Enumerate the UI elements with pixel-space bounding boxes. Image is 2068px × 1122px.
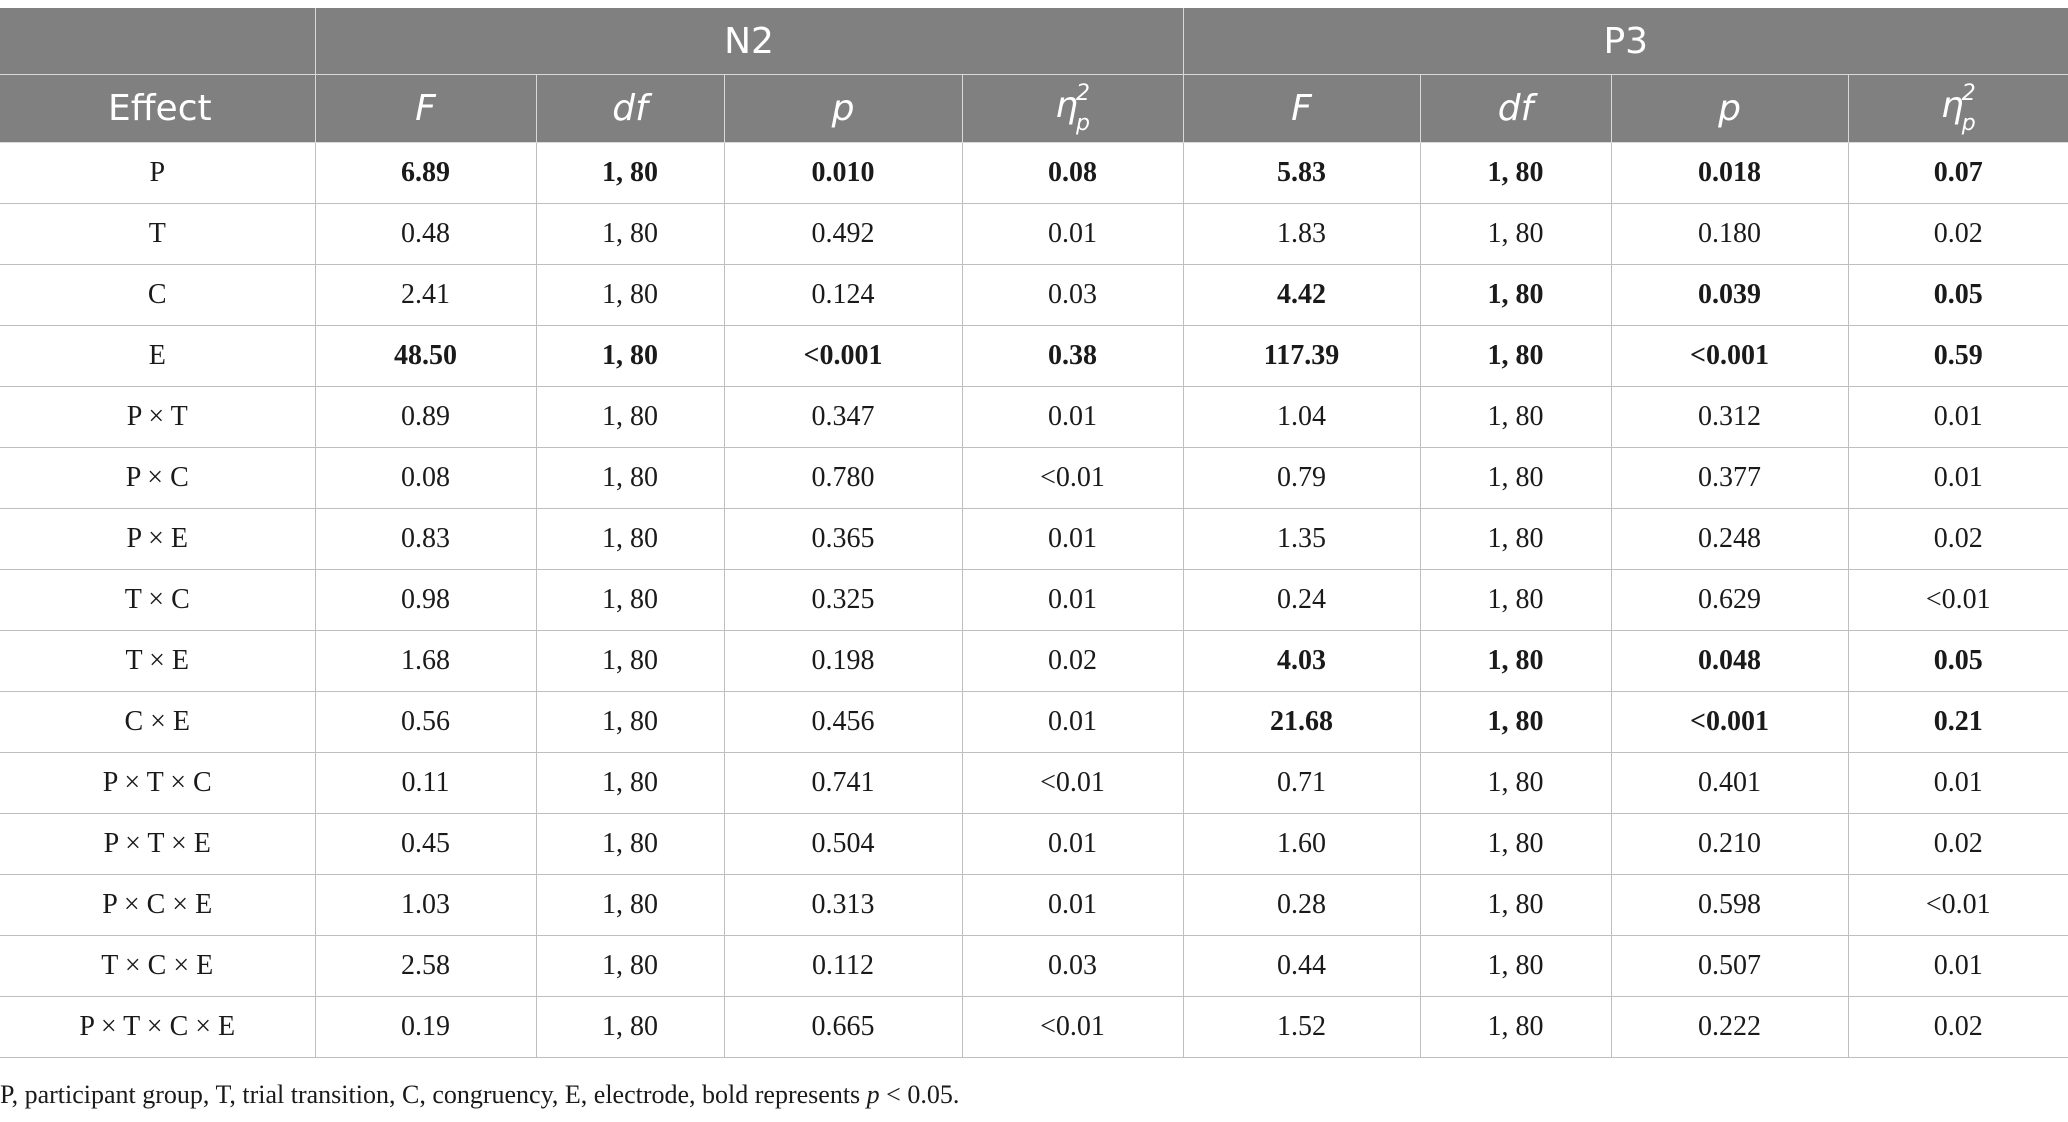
cell-effect: P × T × C: [0, 753, 315, 814]
cell-p3-eta: 0.21: [1848, 692, 2068, 753]
cell-n2-p: 0.492: [724, 204, 962, 265]
cell-effect: C: [0, 265, 315, 326]
table-row: [0, 143, 2068, 204]
results-table-container: [0, 8, 2068, 1058]
cell-p3-eta: 0.02: [1848, 509, 2068, 570]
cell-p3-p: 0.048: [1611, 631, 1848, 692]
cell-n2-eta: 0.01: [962, 692, 1183, 753]
cell-effect: P × T × C × E: [0, 997, 315, 1058]
cell-n2-eta: 0.01: [962, 204, 1183, 265]
cell-p3-df: 1, 80: [1420, 143, 1611, 204]
cell-n2-f: 6.89: [315, 143, 536, 204]
col-header-n2-f: F: [315, 75, 536, 143]
cell-p3-p: 0.377: [1611, 448, 1848, 509]
cell-p3-f: 21.68: [1183, 692, 1420, 753]
cell-p3-df: 1, 80: [1420, 753, 1611, 814]
cell-p3-eta: 0.02: [1848, 204, 2068, 265]
cell-p3-p: <0.001: [1611, 326, 1848, 387]
cell-n2-f: 48.50: [315, 326, 536, 387]
cell-n2-df: 1, 80: [536, 448, 724, 509]
cell-n2-df: 1, 80: [536, 570, 724, 631]
cell-n2-eta: 0.01: [962, 875, 1183, 936]
col-header-n2-df: df: [536, 75, 724, 143]
cell-n2-p: <0.001: [724, 326, 962, 387]
cell-effect: T × C: [0, 570, 315, 631]
cell-p3-df: 1, 80: [1420, 448, 1611, 509]
col-header-n2-p: p: [724, 75, 962, 143]
cell-p3-p: 0.248: [1611, 509, 1848, 570]
cell-n2-p: 0.313: [724, 875, 962, 936]
table-body: [0, 143, 2068, 1058]
cell-p3-eta: 0.01: [1848, 448, 2068, 509]
cell-p3-df: 1, 80: [1420, 692, 1611, 753]
table-row: [0, 570, 2068, 631]
cell-n2-df: 1, 80: [536, 631, 724, 692]
blank-group-cell: [0, 8, 315, 75]
col-header-p3-eta: [1848, 75, 2068, 143]
eta-squared-partial-symbol: $\eta^2_p$: [1940, 81, 1976, 136]
cell-p3-p: 0.312: [1611, 387, 1848, 448]
cell-p3-p: 0.507: [1611, 936, 1848, 997]
cell-effect: P × T × E: [0, 814, 315, 875]
table-row: [0, 265, 2068, 326]
cell-n2-p: 0.665: [724, 997, 962, 1058]
table-footnote: [0, 1080, 959, 1110]
cell-p3-p: 0.598: [1611, 875, 1848, 936]
table-header: [0, 8, 2068, 143]
cell-n2-eta: 0.01: [962, 814, 1183, 875]
col-header-p3-f: F: [1183, 75, 1420, 143]
table-row: [0, 814, 2068, 875]
cell-n2-df: 1, 80: [536, 753, 724, 814]
cell-p3-p: 0.180: [1611, 204, 1848, 265]
cell-p3-eta: 0.02: [1848, 997, 2068, 1058]
cell-p3-p: 0.210: [1611, 814, 1848, 875]
cell-n2-p: 0.504: [724, 814, 962, 875]
cell-n2-df: 1, 80: [536, 204, 724, 265]
cell-n2-f: 0.11: [315, 753, 536, 814]
col-header-p3-df: df: [1420, 75, 1611, 143]
cell-p3-eta: <0.01: [1848, 875, 2068, 936]
cell-n2-p: 0.456: [724, 692, 962, 753]
cell-effect: P: [0, 143, 315, 204]
cell-n2-df: 1, 80: [536, 936, 724, 997]
cell-n2-p: 0.365: [724, 509, 962, 570]
cell-p3-eta: 0.05: [1848, 631, 2068, 692]
footnote-text: P, participant group, T, trial transition, C, congruency, E, electrode, bold represents: [0, 1080, 867, 1109]
cell-p3-f: 1.83: [1183, 204, 1420, 265]
cell-p3-f: 4.42: [1183, 265, 1420, 326]
table-row: [0, 326, 2068, 387]
cell-n2-df: 1, 80: [536, 814, 724, 875]
table-row: [0, 509, 2068, 570]
cell-n2-p: 0.010: [724, 143, 962, 204]
col-header-p3-p: p: [1611, 75, 1848, 143]
cell-p3-eta: 0.05: [1848, 265, 2068, 326]
cell-p3-df: 1, 80: [1420, 997, 1611, 1058]
cell-n2-f: 0.89: [315, 387, 536, 448]
cell-n2-p: 0.198: [724, 631, 962, 692]
cell-effect: P × C × E: [0, 875, 315, 936]
cell-n2-eta: 0.03: [962, 936, 1183, 997]
table-row: [0, 204, 2068, 265]
cell-n2-eta: 0.02: [962, 631, 1183, 692]
anova-results-table: [0, 8, 2068, 1058]
group-header-row: [0, 8, 2068, 75]
cell-n2-p: 0.325: [724, 570, 962, 631]
cell-effect: E: [0, 326, 315, 387]
cell-n2-df: 1, 80: [536, 692, 724, 753]
cell-n2-p: 0.124: [724, 265, 962, 326]
cell-n2-f: 1.03: [315, 875, 536, 936]
cell-p3-df: 1, 80: [1420, 204, 1611, 265]
cell-p3-df: 1, 80: [1420, 265, 1611, 326]
cell-p3-df: 1, 80: [1420, 814, 1611, 875]
cell-p3-df: 1, 80: [1420, 326, 1611, 387]
cell-n2-f: 0.83: [315, 509, 536, 570]
cell-p3-f: 117.39: [1183, 326, 1420, 387]
footnote-italic-p: p: [866, 1080, 880, 1109]
cell-n2-eta: <0.01: [962, 753, 1183, 814]
cell-n2-eta: 0.08: [962, 143, 1183, 204]
cell-n2-df: 1, 80: [536, 509, 724, 570]
cell-p3-eta: 0.01: [1848, 753, 2068, 814]
cell-p3-p: <0.001: [1611, 692, 1848, 753]
cell-n2-f: 0.48: [315, 204, 536, 265]
cell-n2-f: 0.08: [315, 448, 536, 509]
cell-p3-p: 0.401: [1611, 753, 1848, 814]
cell-p3-f: 4.03: [1183, 631, 1420, 692]
cell-n2-df: 1, 80: [536, 997, 724, 1058]
cell-n2-df: 1, 80: [536, 326, 724, 387]
cell-n2-eta: 0.01: [962, 570, 1183, 631]
cell-n2-eta: <0.01: [962, 448, 1183, 509]
table-row: [0, 753, 2068, 814]
cell-p3-f: 0.79: [1183, 448, 1420, 509]
cell-n2-eta: 0.38: [962, 326, 1183, 387]
cell-effect: T: [0, 204, 315, 265]
column-header-row: [0, 75, 2068, 143]
cell-effect: T × C × E: [0, 936, 315, 997]
table-row: [0, 448, 2068, 509]
cell-n2-f: 0.98: [315, 570, 536, 631]
cell-p3-f: 0.28: [1183, 875, 1420, 936]
table-row: [0, 631, 2068, 692]
cell-p3-eta: 0.01: [1848, 936, 2068, 997]
cell-p3-f: 5.83: [1183, 143, 1420, 204]
cell-p3-df: 1, 80: [1420, 936, 1611, 997]
cell-p3-df: 1, 80: [1420, 631, 1611, 692]
cell-n2-f: 2.41: [315, 265, 536, 326]
cell-effect: P × E: [0, 509, 315, 570]
cell-n2-df: 1, 80: [536, 143, 724, 204]
cell-n2-f: 1.68: [315, 631, 536, 692]
cell-p3-eta: <0.01: [1848, 570, 2068, 631]
cell-p3-f: 1.52: [1183, 997, 1420, 1058]
cell-n2-p: 0.347: [724, 387, 962, 448]
cell-n2-df: 1, 80: [536, 265, 724, 326]
cell-p3-eta: 0.59: [1848, 326, 2068, 387]
col-header-n2-eta: [962, 75, 1183, 143]
cell-p3-eta: 0.07: [1848, 143, 2068, 204]
cell-p3-eta: 0.02: [1848, 814, 2068, 875]
cell-n2-df: 1, 80: [536, 875, 724, 936]
table-row: [0, 875, 2068, 936]
cell-p3-df: 1, 80: [1420, 875, 1611, 936]
cell-n2-eta: 0.03: [962, 265, 1183, 326]
cell-p3-eta: 0.01: [1848, 387, 2068, 448]
cell-p3-f: 0.71: [1183, 753, 1420, 814]
cell-p3-f: 0.44: [1183, 936, 1420, 997]
cell-n2-eta: 0.01: [962, 509, 1183, 570]
cell-n2-eta: 0.01: [962, 387, 1183, 448]
cell-effect: T × E: [0, 631, 315, 692]
cell-p3-f: 1.35: [1183, 509, 1420, 570]
cell-n2-p: 0.112: [724, 936, 962, 997]
cell-effect: P × C: [0, 448, 315, 509]
cell-p3-f: 1.60: [1183, 814, 1420, 875]
col-header-effect: Effect: [0, 75, 315, 143]
cell-p3-p: 0.018: [1611, 143, 1848, 204]
table-row: [0, 997, 2068, 1058]
cell-n2-f: 0.56: [315, 692, 536, 753]
cell-effect: P × T: [0, 387, 315, 448]
cell-n2-f: 0.19: [315, 997, 536, 1058]
cell-p3-f: 1.04: [1183, 387, 1420, 448]
cell-n2-f: 0.45: [315, 814, 536, 875]
cell-p3-p: 0.222: [1611, 997, 1848, 1058]
table-row: [0, 387, 2068, 448]
table-row: [0, 692, 2068, 753]
group-header-n2: N2: [315, 8, 1183, 75]
table-row: [0, 936, 2068, 997]
cell-n2-df: 1, 80: [536, 387, 724, 448]
cell-p3-df: 1, 80: [1420, 570, 1611, 631]
cell-n2-f: 2.58: [315, 936, 536, 997]
eta-squared-partial-symbol: $\eta^2_p$: [1055, 81, 1090, 136]
cell-p3-p: 0.039: [1611, 265, 1848, 326]
cell-n2-eta: <0.01: [962, 997, 1183, 1058]
cell-p3-df: 1, 80: [1420, 509, 1611, 570]
cell-n2-p: 0.780: [724, 448, 962, 509]
cell-n2-p: 0.741: [724, 753, 962, 814]
cell-p3-p: 0.629: [1611, 570, 1848, 631]
footnote-text-end: < 0.05.: [879, 1080, 960, 1109]
cell-p3-f: 0.24: [1183, 570, 1420, 631]
cell-effect: C × E: [0, 692, 315, 753]
cell-p3-df: 1, 80: [1420, 387, 1611, 448]
group-header-p3: P3: [1183, 8, 2068, 75]
